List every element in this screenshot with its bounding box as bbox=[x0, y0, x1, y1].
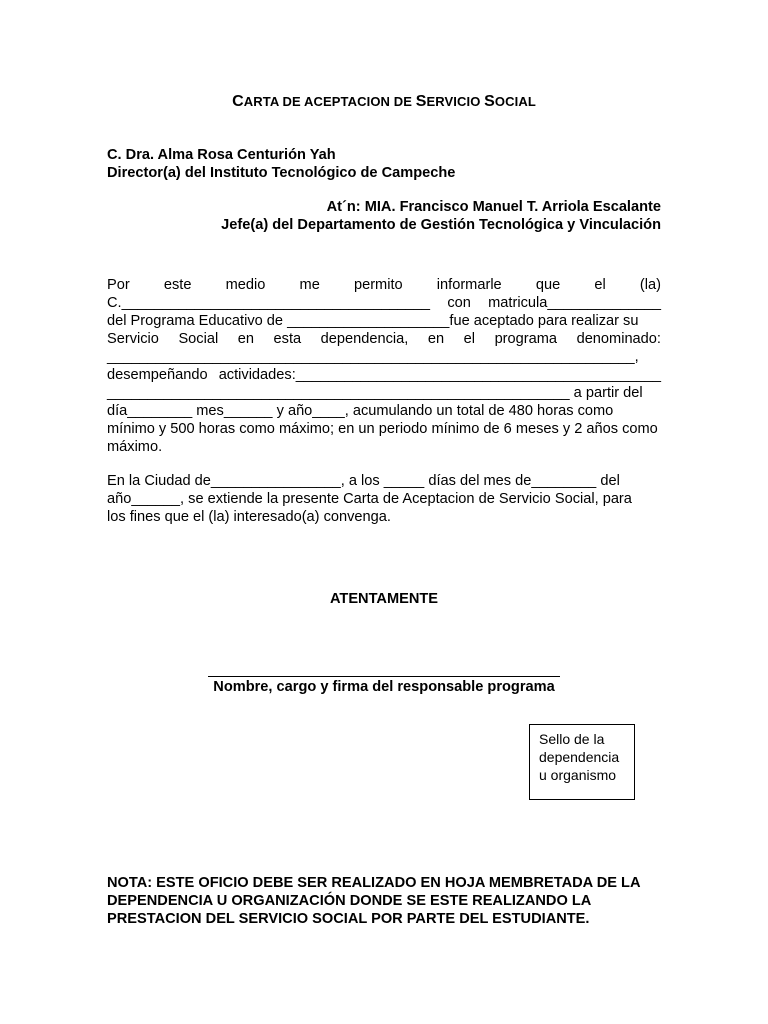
p1-word: con bbox=[447, 295, 471, 311]
attention-block bbox=[107, 198, 661, 234]
stamp-label-line: u organismo bbox=[539, 767, 617, 783]
p1-word: denominado: bbox=[576, 331, 661, 347]
title-part-1: ARTA DE ACEPTACION DE bbox=[243, 94, 416, 109]
program-name-blank: _________________________________________________________________, bbox=[107, 349, 639, 365]
p1-word: el bbox=[594, 277, 606, 293]
stamp-box bbox=[529, 724, 635, 800]
p1-word: en bbox=[237, 331, 254, 347]
p1-word: dependencia, bbox=[320, 331, 409, 347]
addressee-block bbox=[107, 146, 661, 182]
attention-position: Jefe(a) del Departamento de Gestión Tecnológica y Vinculación bbox=[221, 217, 661, 233]
p1-line-3: del Programa Educativo de ____________________fue aceptado para realizar su bbox=[107, 313, 639, 329]
p2-line-2: año______, se extiende la presente Carta de Aceptacion de Servicio Social, para bbox=[107, 491, 632, 507]
signature-label: Nombre, cargo y firma del responsable programa bbox=[213, 679, 555, 695]
p1-line-6 bbox=[107, 366, 661, 384]
document-title bbox=[107, 93, 661, 111]
p1-line-8: día________ mes______ y año____, acumulando un total de 480 horas como bbox=[107, 403, 614, 419]
title-initial-s1: S bbox=[415, 93, 427, 110]
p2-line-3: los fines que el (la) interesado(a) convenga. bbox=[107, 509, 391, 525]
body-paragraph-2 bbox=[107, 472, 661, 526]
stamp-label-line: Sello de la bbox=[539, 731, 605, 747]
p1-word: medio bbox=[225, 277, 266, 293]
title-part-3: OCIAL bbox=[494, 94, 536, 109]
p1-word: informarle bbox=[436, 277, 502, 293]
p1-word: este bbox=[163, 277, 192, 293]
signature-line bbox=[208, 676, 560, 677]
stamp-label-line: dependencia bbox=[539, 749, 620, 765]
p1-word: desempeñando bbox=[107, 367, 208, 383]
p1-word: me bbox=[299, 277, 320, 293]
p1-word: el bbox=[463, 331, 476, 347]
attention-name: At´n: MIA. Francisco Manuel T. Arriola Escalante bbox=[326, 199, 661, 215]
body-paragraph-1 bbox=[107, 276, 661, 456]
p1-line-4 bbox=[107, 330, 661, 348]
student-name-blank: C.______________________________________ bbox=[107, 295, 431, 311]
p1-word: esta bbox=[273, 331, 302, 347]
p1-word: programa bbox=[494, 331, 558, 347]
p1-line-2 bbox=[107, 294, 661, 312]
p1-word: Social bbox=[178, 331, 219, 347]
enrollment-blank: matricula______________ bbox=[488, 295, 661, 311]
p1-line-9: mínimo y 500 horas como máximo; en un periodo mínimo de 6 meses y 2 años como bbox=[107, 421, 658, 437]
closing-text: ATENTAMENTE bbox=[329, 591, 439, 607]
note-text: NOTA: ESTE OFICIO DEBE SER REALIZADO EN HOJA MEMBRETADA DE LA DEPENDENCIA U ORGANIZACIÓN DONDE SE ESTE REALIZANDO LA PRESTACION DEL SERVICIO SOCIAL POR PARTE DEL ESTUDIANTE. bbox=[107, 875, 640, 927]
p1-word: que bbox=[535, 277, 561, 293]
title-part-2: ERVICIO bbox=[426, 94, 485, 109]
addressee-position: Director(a) del Instituto Tecnológico de Campeche bbox=[107, 165, 456, 181]
addressee-name: C. Dra. Alma Rosa Centurión Yah bbox=[107, 147, 336, 163]
title-initial-c: C bbox=[232, 93, 244, 110]
p1-word: permito bbox=[353, 277, 403, 293]
p1-word: (la) bbox=[639, 277, 661, 293]
p1-line-10: máximo. bbox=[107, 439, 163, 455]
p1-line-1 bbox=[107, 276, 661, 294]
p1-word: Por bbox=[107, 277, 130, 293]
p2-line-1: En la Ciudad de________________, a los _____ días del mes de________ del bbox=[107, 473, 620, 489]
activities-blank: actividades:_____________________________________________ bbox=[218, 367, 661, 383]
p1-word: en bbox=[427, 331, 445, 347]
p1-line-7: _________________________________________________________ a partir del bbox=[107, 385, 643, 401]
p1-word: Servicio bbox=[107, 331, 159, 347]
title-initial-s2: S bbox=[484, 93, 495, 110]
